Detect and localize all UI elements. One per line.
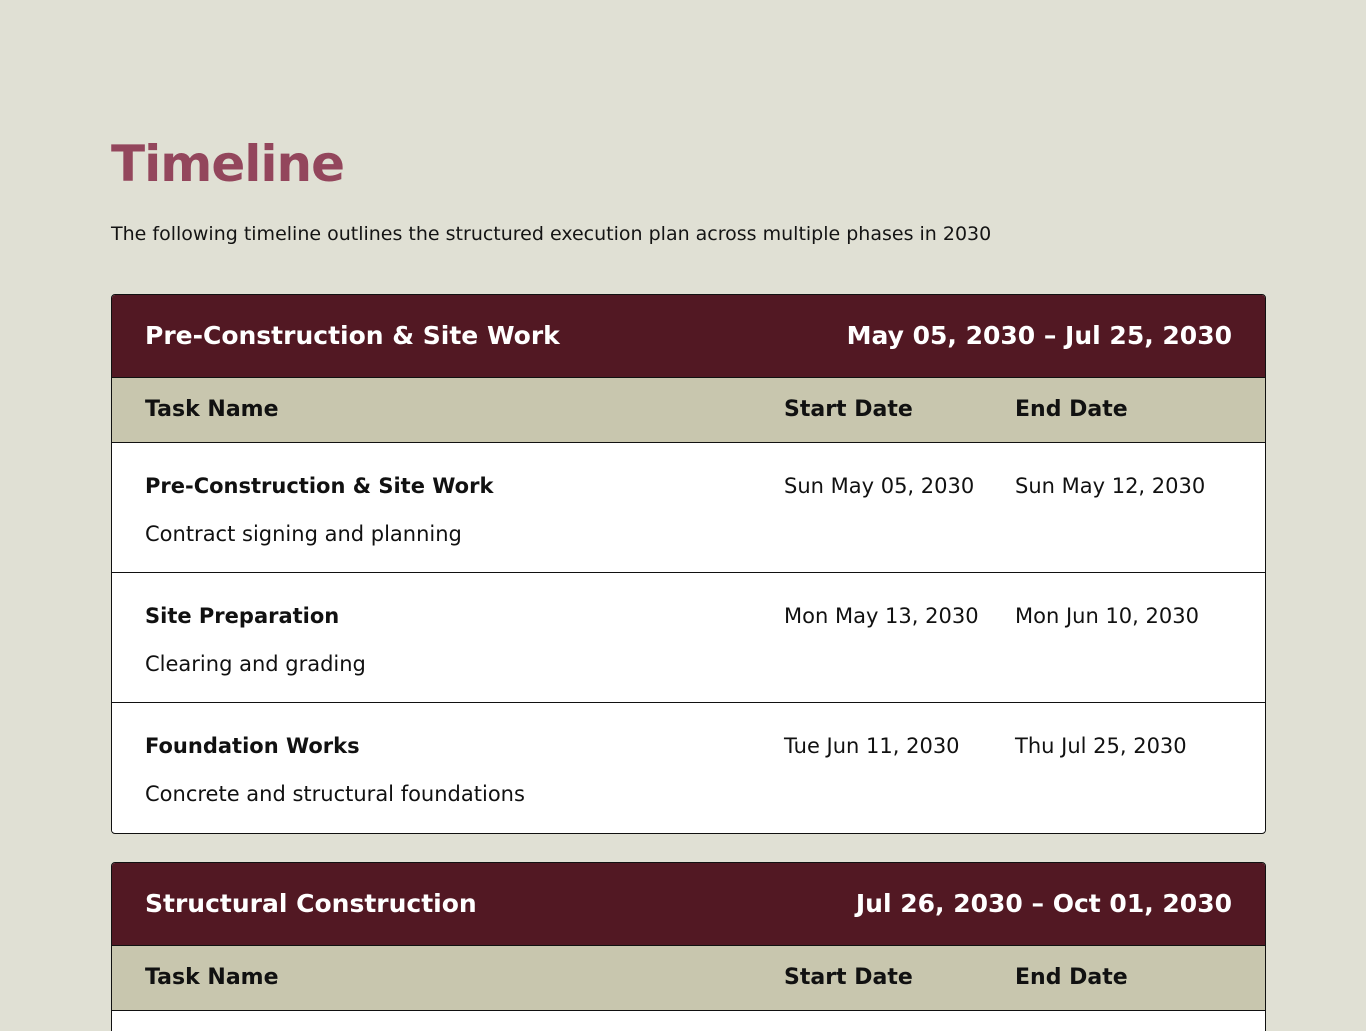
phase-name: Structural Construction (145, 889, 477, 918)
phase-date-range: Jul 26, 2030 – Oct 01, 2030 (855, 889, 1232, 918)
column-header-start-date: Start Date (784, 397, 913, 422)
task-description: Concrete and structural foundations (145, 782, 525, 806)
phase-card (111, 862, 1266, 1031)
table-row (112, 443, 1265, 573)
phase-date-range: May 05, 2030 – Jul 25, 2030 (846, 321, 1232, 350)
task-start-date: Sun May 05, 2030 (784, 474, 975, 498)
phase-header (112, 295, 1265, 378)
column-header-task-name: Task Name (145, 965, 279, 990)
table-header (112, 946, 1265, 1011)
task-start-date: Mon May 13, 2030 (784, 604, 979, 628)
task-start-date: Tue Jun 11, 2030 (784, 734, 960, 758)
task-end-date: Mon Jun 10, 2030 (1015, 604, 1199, 628)
column-header-end-date: End Date (1015, 397, 1128, 422)
phase-card (111, 294, 1266, 834)
page-title: Timeline (111, 135, 345, 193)
task-description: Clearing and grading (145, 652, 366, 676)
task-description: Contract signing and planning (145, 522, 462, 546)
task-end-date: Sun May 12, 2030 (1015, 474, 1206, 498)
task-name: Foundation Works (145, 734, 360, 758)
column-header-end-date: End Date (1015, 965, 1128, 990)
task-name: Site Preparation (145, 604, 340, 628)
page-subtitle: The following timeline outlines the structured execution plan across multiple phases in 2030 (111, 223, 992, 245)
task-name: Pre-Construction & Site Work (145, 474, 494, 498)
table-row (112, 703, 1265, 832)
table-header (112, 378, 1265, 443)
column-header-start-date: Start Date (784, 965, 913, 990)
phase-header (112, 863, 1265, 946)
task-end-date: Thu Jul 25, 2030 (1015, 734, 1187, 758)
table-row (112, 573, 1265, 703)
phase-name: Pre-Construction & Site Work (145, 321, 560, 350)
column-header-task-name: Task Name (145, 397, 279, 422)
